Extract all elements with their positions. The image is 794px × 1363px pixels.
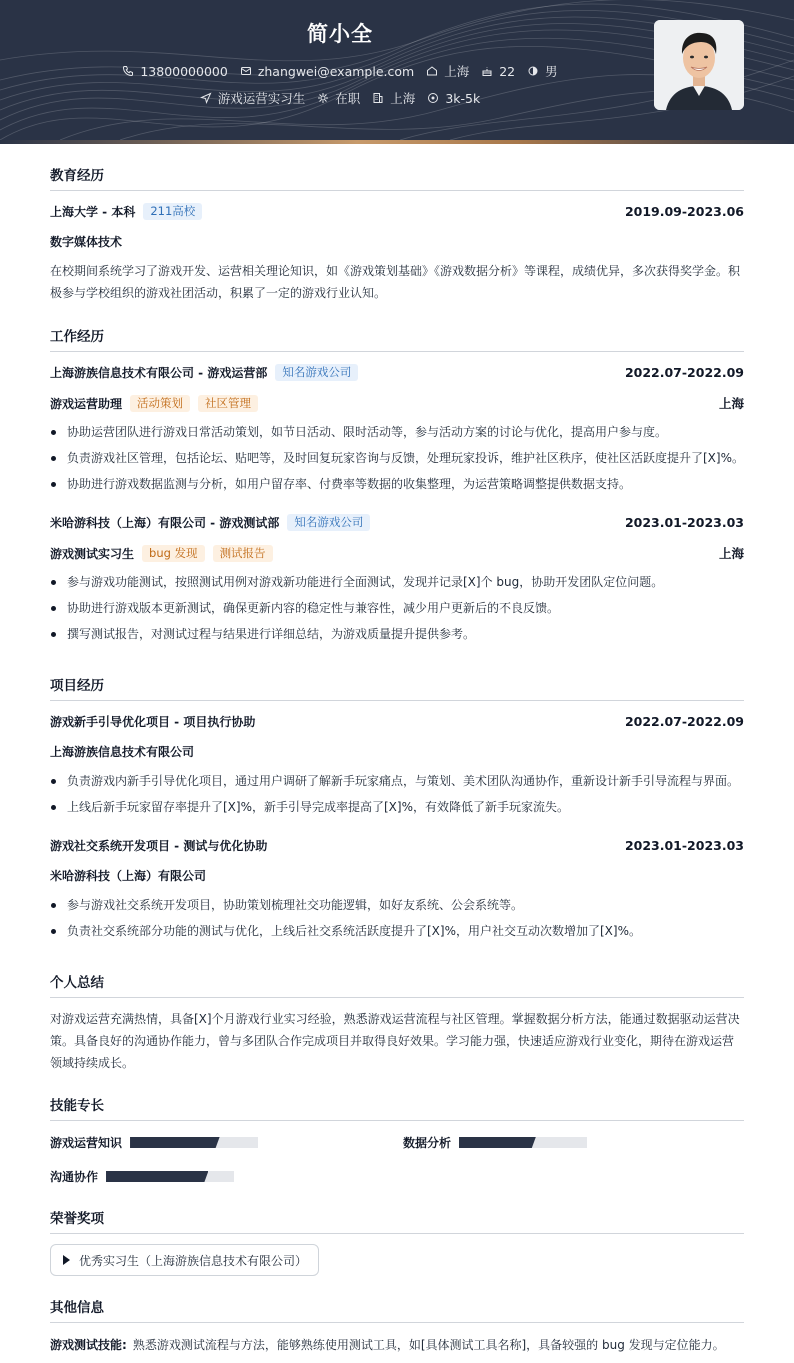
job-1-company: 上海游族信息技术有限公司 - 游戏运营部 <box>50 366 268 380</box>
skill-level-bar <box>106 1171 234 1182</box>
summary-text: 对游戏运营充满热情，具备[X]个月游戏行业实习经验，熟悉游戏运营流程与社区管理。掌握数据分析方法，能通过数据驱动运营决策。具备良好的沟通协作能力，曾与多团队合作完成项目并取得良好效果。学习能力强，快速适应游戏行业变化，期待在游戏运营领域持续成长。 <box>50 1012 740 1070</box>
project-2-date: 2023.01-2023.03 <box>624 838 744 853</box>
salary-item <box>427 91 480 106</box>
age-item <box>481 64 515 79</box>
projects-section-title: 项目经历 <box>50 674 744 701</box>
project-2-header-row <box>50 837 744 854</box>
header-accent-line <box>0 140 794 144</box>
major-name: 数字媒体技术 <box>50 235 123 249</box>
skill-name: 游戏运营知识 <box>50 1136 123 1150</box>
skill-name: 数据分析 <box>403 1136 452 1150</box>
project-2-company: 米哈游科技（上海）有限公司 <box>50 869 207 883</box>
project-1-company-row <box>50 743 744 760</box>
profile-photo <box>654 20 744 110</box>
skill-level-fill <box>106 1171 208 1182</box>
job-2-position-row <box>50 544 744 562</box>
project-1-header-row <box>50 713 744 730</box>
phone-text: 13800000000 <box>140 63 228 79</box>
list-item: 协助进行游戏版本更新测试，确保更新内容的稳定性与兼容性，减少用户更新后的不良反馈。 <box>50 595 750 621</box>
project-2-company-row <box>50 867 744 884</box>
phone-icon <box>122 65 134 77</box>
job-1-header-row <box>50 364 744 381</box>
job-2-bullets <box>50 569 750 647</box>
project-2-bullets <box>50 892 750 944</box>
job-2-company: 米哈游科技（上海）有限公司 - 游戏测试部 <box>50 516 280 530</box>
target-city-item <box>372 89 415 107</box>
status-gear-icon <box>317 92 329 104</box>
salary-coin-icon <box>427 92 439 104</box>
list-item: 参与游戏功能测试，按照测试用例对游戏新功能进行全面测试，发现并记录[X]个 bug，协助开发团队定位问题。 <box>50 569 750 595</box>
city-item <box>426 62 469 80</box>
gender-item <box>527 62 558 80</box>
phone-item <box>122 64 227 79</box>
other-section-title: 其他信息 <box>50 1296 744 1323</box>
list-item: 协助运营团队进行游戏日常活动策划，如节日活动、限时活动等，参与活动方案的讨论与优化，提高用户参与度。 <box>50 419 750 445</box>
send-icon <box>200 92 212 104</box>
job-2-skill-tag: 测试报告 <box>213 545 273 562</box>
education-date: 2019.09-2023.06 <box>624 204 744 219</box>
list-item: 撰写测试报告，对测试过程与结果进行详细总结，为游戏质量提升提供参考。 <box>50 621 750 647</box>
cake-icon <box>481 65 493 77</box>
gender-text: 男 <box>545 64 558 79</box>
job-1-position: 游戏运营助理 <box>50 396 123 411</box>
list-item: 负责社交系统部分功能的测试与优化，上线后社交系统活跃度提升了[X]%，用户社交互动次数增加了[X]%。 <box>50 918 750 944</box>
job-1-company-tag: 知名游戏公司 <box>275 364 358 381</box>
expand-triangle-icon[interactable] <box>63 1255 70 1265</box>
job-1-skill-tag: 活动策划 <box>130 395 190 412</box>
salary-text: 3k-5k <box>445 90 481 106</box>
list-item: 参与游戏社交系统开发项目，协助策划梳理社交功能逻辑，如好友系统、公会系统等。 <box>50 892 750 918</box>
awards-section-title: 荣誉奖项 <box>50 1207 744 1234</box>
city-text: 上海 <box>444 64 470 79</box>
education-header-row <box>50 203 744 220</box>
skill-level-bar <box>130 1137 258 1148</box>
gender-icon <box>527 65 539 77</box>
job-intent-row <box>0 89 680 107</box>
job-2-location: 上海 <box>718 546 744 561</box>
candidate-name: 简小全 <box>307 22 373 46</box>
resume-header <box>0 0 794 140</box>
target-job-item <box>200 89 306 107</box>
skill-item <box>50 1168 234 1185</box>
other-info-text: 熟悉游戏测试流程与方法，能够熟练使用测试工具，如[具体测试工具名称]，具备较强的 bug 发现与定位能力。 <box>132 1338 725 1352</box>
education-section-title: 教育经历 <box>50 164 744 191</box>
mail-icon <box>240 65 252 77</box>
summary-section-title: 个人总结 <box>50 971 744 998</box>
job-2-company-tag: 知名游戏公司 <box>287 514 370 531</box>
other-info-row <box>50 1336 744 1353</box>
skill-item <box>403 1134 587 1151</box>
skill-level-fill <box>459 1137 536 1148</box>
list-item: 上线后新手玩家留存率提升了[X]%，新手引导完成率提高了[X]%，有效降低了新手玩家流失。 <box>50 794 750 820</box>
list-item: 负责游戏内新手引导优化项目，通过用户调研了解新手玩家痛点，与策划、美术团队沟通协作，重新设计新手引导流程与界面。 <box>50 768 750 794</box>
skill-name: 沟通协作 <box>50 1170 99 1184</box>
job-2-skill-tag: bug 发现 <box>142 545 205 562</box>
building-icon <box>372 92 384 104</box>
target-city-text: 上海 <box>390 91 416 106</box>
major-row <box>50 233 744 250</box>
list-item: 协助进行游戏数据监测与分析，如用户留存率、付费率等数据的收集整理，为运营策略调整提供数据支持。 <box>50 471 750 497</box>
age-text: 22 <box>499 63 516 79</box>
list-item: 负责游戏社区管理，包括论坛、贴吧等，及时回复玩家咨询与反馈，处理玩家投诉，维护社区秩序，使社区活跃度提升了[X]%。 <box>50 445 750 471</box>
job-2-position: 游戏测试实习生 <box>50 546 135 561</box>
work-section-title: 工作经历 <box>50 325 744 352</box>
school-tag: 211高校 <box>143 203 202 220</box>
skill-item <box>50 1134 258 1151</box>
avatar-portrait-icon <box>654 20 744 110</box>
project-1-company: 上海游族信息技术有限公司 <box>50 745 195 759</box>
status-text: 在职 <box>335 91 361 106</box>
project-1-name: 游戏新手引导优化项目 - 项目执行协助 <box>50 715 256 729</box>
home-icon <box>426 65 438 77</box>
school-name: 上海大学 - 本科 <box>50 205 136 219</box>
project-1-date: 2022.07-2022.09 <box>624 714 744 729</box>
email-text: zhangwei@example.com <box>257 63 415 79</box>
other-info-label: 游戏测试技能: <box>50 1338 127 1352</box>
skill-level-bar <box>459 1137 587 1148</box>
email-item <box>240 64 414 79</box>
job-1-position-row <box>50 394 744 412</box>
skills-section-title: 技能专长 <box>50 1094 744 1121</box>
project-1-bullets <box>50 768 750 820</box>
education-description: 在校期间系统学习了游戏开发、运营相关理论知识，如《游戏策划基础》《游戏数据分析》等课程，成绩优异，多次获得奖学金。积极参与学校组织的游戏社团活动，积累了一定的游戏行业认知。 <box>50 264 741 300</box>
job-1-date: 2022.07-2022.09 <box>624 365 744 380</box>
job-2-header-row <box>50 514 744 531</box>
job-1-bullets <box>50 419 750 497</box>
contact-info-row <box>0 62 680 80</box>
job-1-skill-tag: 社区管理 <box>198 395 258 412</box>
job-2-date: 2023.01-2023.03 <box>624 515 744 530</box>
project-2-name: 游戏社交系统开发项目 - 测试与优化协助 <box>50 839 268 853</box>
job-1-location: 上海 <box>718 396 744 411</box>
award-text: 优秀实习生（上海游族信息技术有限公司） <box>79 1253 308 1268</box>
award-item[interactable] <box>50 1244 319 1276</box>
skill-level-fill <box>130 1137 220 1148</box>
target-job-text: 游戏运营实习生 <box>217 91 306 106</box>
status-item <box>317 89 360 107</box>
